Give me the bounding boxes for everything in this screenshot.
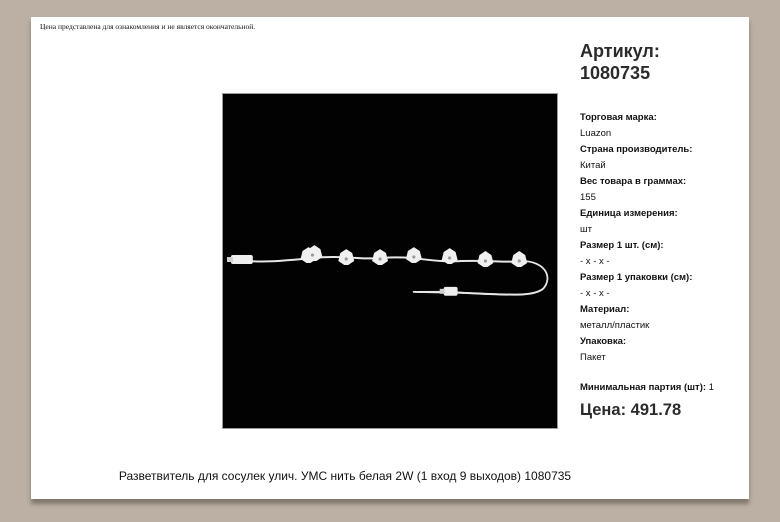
spec-value-packaging: Пакет — [580, 352, 606, 363]
price-label: Цена: — [580, 401, 627, 419]
product-photo — [222, 93, 558, 429]
tail-plug — [444, 287, 458, 296]
connector — [338, 249, 354, 265]
spec-value-package-size: - x - x - — [580, 288, 610, 299]
spec-value-weight: 155 — [580, 192, 596, 203]
spec-label-material: Материал: — [580, 304, 630, 315]
min-batch-label: Минимальная партия (шт): — [580, 382, 707, 393]
disclaimer-text: Цена представлена для ознакомления и не является окончательной. — [40, 22, 256, 31]
connector — [477, 251, 493, 267]
product-title: Разветвитель для сосулек улич. УМС нить белая 2W (1 вход 9 выходов) 1080735 — [118, 469, 572, 483]
spec-value-item-size: - x - x - — [580, 256, 610, 267]
article-label: Артикул: — [580, 41, 660, 61]
price-sheet — [31, 17, 749, 499]
price — [580, 401, 681, 420]
price-value: 491.78 — [630, 401, 682, 419]
spec-label-brand: Торговая марка: — [580, 112, 657, 123]
spec-label-country: Страна производитель: — [580, 144, 693, 155]
spec-value-material: металл/пластик — [580, 320, 650, 331]
splitter-cable-illustration — [223, 94, 557, 428]
connector — [372, 249, 388, 265]
connector — [511, 251, 527, 267]
spec-label-packaging: Упаковка: — [580, 336, 627, 347]
spec-label-item-size: Размер 1 шт. (см): — [580, 240, 664, 251]
min-batch — [580, 382, 714, 393]
spec-label-package-size: Размер 1 упаковки (см): — [580, 272, 693, 283]
article-heading — [580, 40, 660, 84]
spec-value-unit: шт — [580, 224, 592, 235]
spec-label-weight: Вес товара в граммах: — [580, 176, 687, 187]
spec-list — [580, 110, 745, 366]
input-plug — [231, 255, 253, 264]
min-batch-value: 1 — [708, 382, 714, 393]
connector — [406, 247, 422, 263]
spec-value-country: Китай — [580, 160, 606, 171]
spec-label-unit: Единица измерения: — [580, 208, 678, 219]
tail-cable — [414, 261, 548, 295]
article-number: 1080735 — [580, 63, 651, 83]
spec-value-brand: Luazon — [580, 128, 612, 139]
